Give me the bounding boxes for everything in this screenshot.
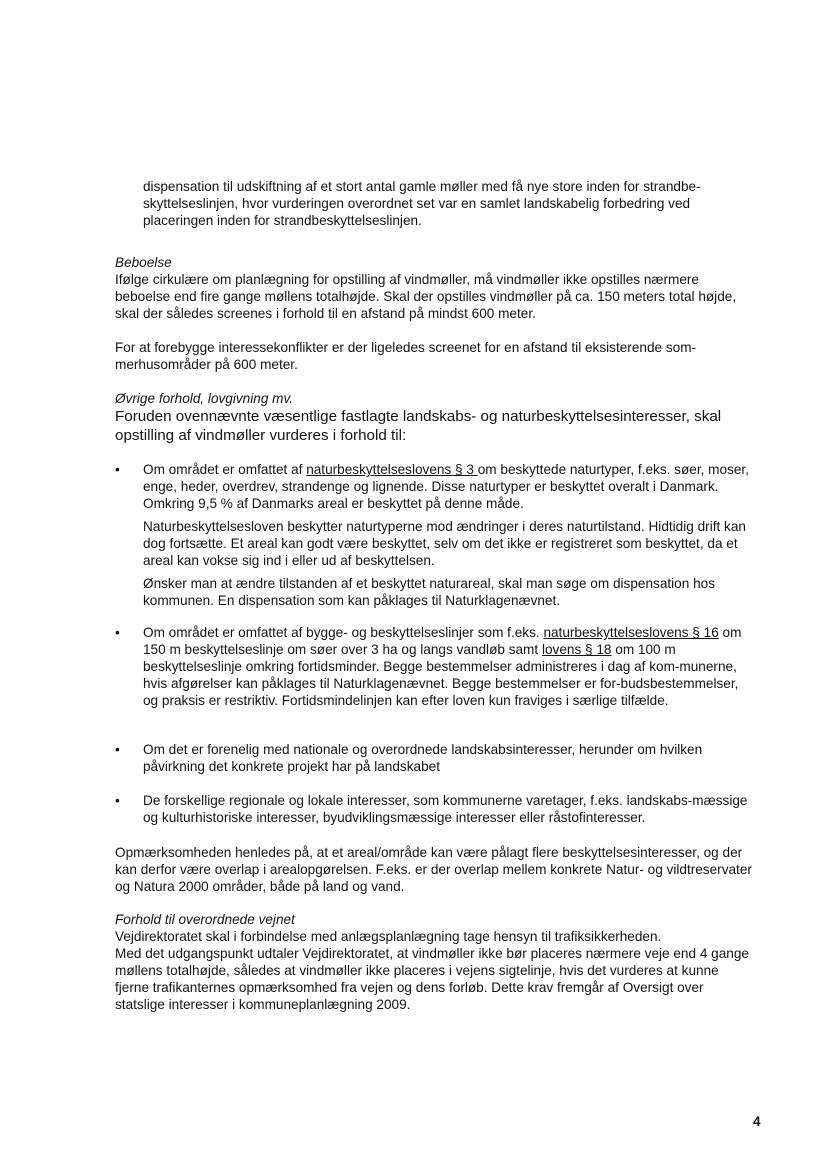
bullet-2-post: om 100 m beskyttelseslinje omkring fortidsminder. Begge bestemmelser administreres i dag af kom-munerne, hvis afgørelser kan påklages til Naturklagenævnet. Begge bestemmelser er for-budsbestemmelser, og praksis er restriktiv. Fortidsmindelinjen kan efter loven kun fraviges i særlige tilfælde. (143, 642, 739, 708)
bullet-2-text (143, 624, 755, 709)
heading-vejnet: Forhold til overordnede vejnet (115, 912, 295, 927)
page-number: 4 (753, 1114, 761, 1129)
heading-ovrige: Øvrige forhold, lovgivning mv. (115, 391, 294, 406)
bullet-1-pre: Om området er omfattet af (143, 462, 307, 477)
bullet-1-text (143, 461, 755, 512)
bullet-1-sub-1: Naturbeskyttelsesloven beskytter naturtyperne mod ændringer i deres naturtilstand. Hidtidig drift kan dog fortsætte. Et areal kan godt være beskyttet, selv om det ikke er registreret som beskyttet, da et areal kan vokse sig ind i eller ud af beskyttelsen. (143, 519, 746, 568)
bullet-item-regionale-interesser (115, 792, 755, 826)
bullet-item-landskabsinteresser (115, 741, 755, 775)
bullet-4-text: De forskellige regionale og lokale interesser, som kommunerne varetager, f.eks. landskabs-mæssige og kulturhistoriske interesser, byudviklingsmæssige interesser eller råstofinteresser. (143, 793, 748, 825)
ovrige-lead: Foruden ovennævnte væsentlige fastlagte landskabs- og naturbeskyttelsesinteresser, skal opstilling af vindmøller vurderes i forhold til: (115, 408, 722, 444)
heading-beboelse: Beboelse (115, 255, 172, 270)
link-naturbeskyttelseslovens-3[interactable]: naturbeskyttelseslovens § 3 (306, 462, 478, 477)
bullet-item-naturtyper (115, 461, 755, 609)
vejnet-line-1: Vejdirektoratet skal i forbindelse med anlægsplanlægning tage hensyn til trafiksikkerheden. (115, 929, 662, 944)
link-naturbeskyttelseslovens-16[interactable]: naturbeskyttelseslovens § 16 (543, 625, 719, 640)
opmaerksomhed-paragraph: Opmærksomheden henledes på, at et areal/område kan være pålagt flere beskyttelsesinteresser, og der kan derfor være overlap i arealopgørelsen. F.eks. er der overlap mellem konkrete Natur- og vildtreservater og Natura 2000 områder, både på land og vand. (115, 845, 752, 894)
vejnet-line-2: Med det udgangspunkt udtaler Vejdirektoratet, at vindmøller ikke bør placeres nærmere veje end 4 gange møllens totalhøjde, således at vindmøller ikke placeres i vejens sigtelinje, hvis det vurderes at kunne fjerne trafikanternes opmærksomhed fra vejen og dens forløb. Dette krav fremgår af Oversigt over statslige interesser i kommuneplanlægning 2009. (115, 946, 749, 1012)
bullet-2-mid: om 150 m beskyttelseslinje om søer over 3 ha og langs vandløb samt (143, 625, 742, 657)
bullet-1-sub-2: Ønsker man at ændre tilstanden af et beskyttet naturareal, skal man søge om dispensation hos kommunen. En dispensation som kan påklages til Naturklagenævnet. (143, 576, 715, 608)
bullet-dot: • (115, 793, 120, 808)
bullet-item-beskyttelseslinjer (115, 624, 755, 709)
bullet-dot: • (115, 742, 120, 757)
link-lovens-18[interactable]: lovens § 18 (541, 642, 612, 657)
intro-paragraph: dispensation til udskiftning af et stort antal gamle møller med få nye store inden for strandbe-skyttelseslinjen, hvor vurderingen overordnet set var en samlet landskabelig forbedring ved placeringen inden for strandbeskyttelseslinjen. (143, 179, 701, 228)
bullet-3-text: Om det er forenelig med nationale og overordnede landskabsinteresser, herunder om hvilken påvirkning det konkrete projekt har på landskabet (143, 742, 703, 774)
section-beboelse (115, 254, 755, 322)
bullet-dot: • (115, 625, 120, 640)
beboelse-paragraph-2: For at forebygge interessekonflikter er der ligeledes screenet for en afstand til eksisterende som-merhusområder på 600 meter. (115, 340, 697, 372)
section-ovrige (115, 390, 755, 445)
beboelse-paragraph-1: Ifølge cirkulære om planlægning for opstilling af vindmøller, må vindmøller ikke opstilles nærmere beboelse end fire gange møllens totalhøjde. Skal der opstilles vindmøller på ca. 150 meters total højde, skal der således screenes i forhold til en afstand på mindst 600 meter. (115, 272, 737, 321)
bullet-1-post: om beskyttede naturtyper, f.eks. søer, moser, enge, heder, overdrev, strandenge og lignende. Disse naturtyper er beskyttet overalt i Danmark. Omkring 9,5 % af Danmarks areal er beskyttet på denne måde. (143, 462, 749, 511)
bullet-dot: • (115, 462, 120, 477)
section-vejnet (115, 911, 755, 1013)
bullet-2-pre: Om området er omfattet af bygge- og beskyttelseslinjer som f.eks. (143, 625, 544, 640)
